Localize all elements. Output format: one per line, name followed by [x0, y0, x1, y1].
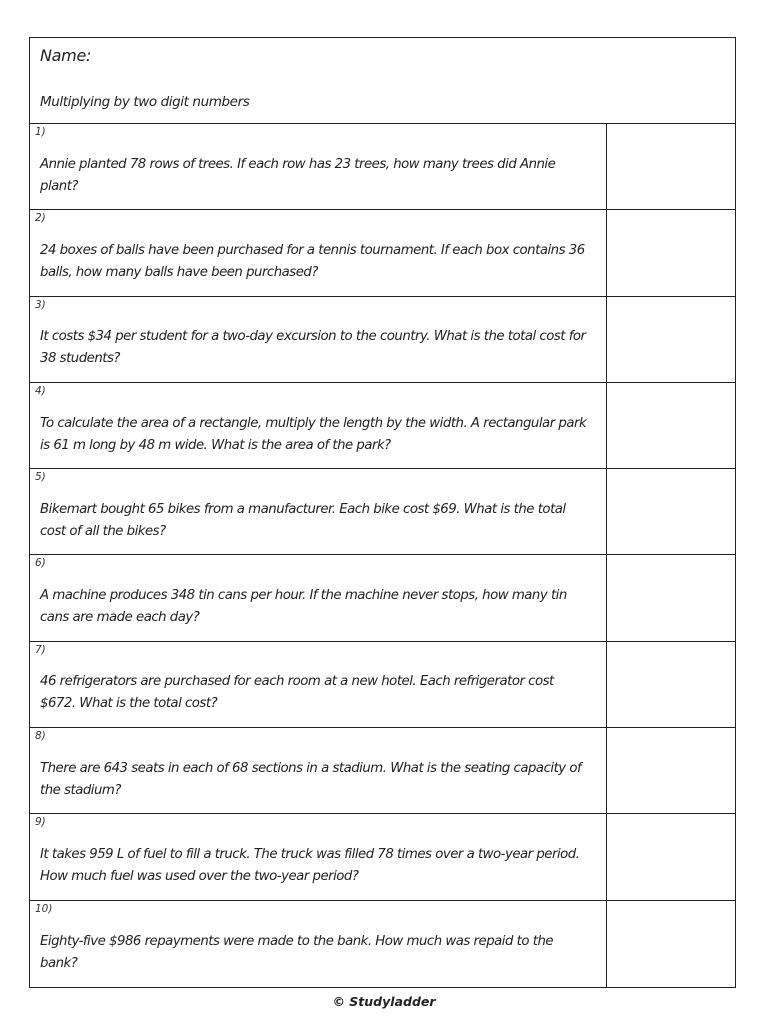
answer-box[interactable]	[607, 383, 735, 468]
answer-box[interactable]	[607, 728, 735, 813]
question-text-wrap	[40, 321, 592, 376]
question-text: There are 643 seats in each of 68 sections in a stadium. What is the seating capacity of the stadium?	[40, 760, 582, 798]
question-text-wrap	[40, 752, 592, 807]
question-text: It takes 959 L of fuel to fill a truck. The truck was filled 78 times over a two-year period. How much fuel was used over the two-year period?	[40, 847, 580, 885]
question-row	[30, 728, 735, 814]
question-row	[30, 555, 735, 641]
question-cell	[30, 901, 607, 987]
question-number: 2)	[35, 212, 46, 225]
question-text: 46 refrigerators are purchased for each room at a new hotel. Each refrigerator cost $672. What is the total cost?	[40, 674, 554, 712]
question-text: To calculate the area of a rectangle, multiply the length by the width. A rectangular park is 61 m long by 48 m wide. What is the area of the park?	[40, 415, 587, 453]
question-text-wrap	[40, 579, 592, 634]
question-text-wrap	[40, 148, 592, 203]
question-row	[30, 901, 735, 987]
question-cell	[30, 210, 607, 295]
copyright-footer: © Studyladder	[332, 994, 436, 1009]
question-row	[30, 124, 735, 210]
worksheet-title: Multiplying by two digit numbers	[40, 94, 250, 110]
question-text: 24 boxes of balls have been purchased for a tennis tournament. If each box contains 36 balls, how many balls have been purchased?	[40, 242, 585, 280]
question-text-wrap	[40, 234, 592, 289]
answer-box[interactable]	[607, 297, 735, 382]
name-label: Name:	[40, 46, 92, 65]
question-cell	[30, 383, 607, 468]
question-text-wrap	[40, 925, 592, 981]
worksheet-header	[30, 38, 735, 124]
question-number: 9)	[35, 816, 46, 829]
question-text-wrap	[40, 493, 592, 548]
question-text-wrap	[40, 838, 592, 893]
answer-box[interactable]	[607, 210, 735, 295]
question-number: 6)	[35, 557, 46, 570]
question-row	[30, 210, 735, 296]
question-number: 4)	[35, 384, 46, 397]
question-row	[30, 469, 735, 555]
question-cell	[30, 814, 607, 899]
question-cell	[30, 642, 607, 727]
question-text: Bikemart bought 65 bikes from a manufacturer. Each bike cost $69. What is the total cost of all the bikes?	[40, 501, 566, 539]
question-text: A machine produces 348 tin cans per hour. If the machine never stops, how many tin cans are made each day?	[40, 588, 567, 626]
question-cell	[30, 124, 607, 209]
question-row	[30, 383, 735, 469]
answer-box[interactable]	[607, 901, 735, 987]
question-number: 10)	[35, 902, 53, 915]
question-number: 1)	[35, 126, 46, 138]
question-number: 5)	[35, 471, 46, 484]
question-row	[30, 814, 735, 900]
question-text-wrap	[40, 407, 592, 462]
question-cell	[30, 728, 607, 813]
question-cell	[30, 555, 607, 640]
answer-box[interactable]	[607, 642, 735, 727]
question-row	[30, 642, 735, 728]
question-cell	[30, 469, 607, 554]
question-text-wrap	[40, 666, 592, 721]
question-text: Annie planted 78 rows of trees. If each row has 23 trees, how many trees did Annie plant?	[40, 156, 556, 194]
answer-box[interactable]	[607, 814, 735, 899]
question-row	[30, 297, 735, 383]
answer-box[interactable]	[607, 124, 735, 209]
worksheet	[29, 37, 736, 988]
question-text: It costs $34 per student for a two-day excursion to the country. What is the total cost for 38 students?	[40, 329, 586, 367]
question-text: Eighty-five $986 repayments were made to the bank. How much was repaid to the bank?	[40, 933, 554, 971]
question-cell	[30, 297, 607, 382]
question-number: 7)	[35, 643, 46, 656]
question-number: 8)	[35, 730, 46, 743]
answer-box[interactable]	[607, 555, 735, 640]
question-number: 3)	[35, 298, 46, 311]
answer-box[interactable]	[607, 469, 735, 554]
